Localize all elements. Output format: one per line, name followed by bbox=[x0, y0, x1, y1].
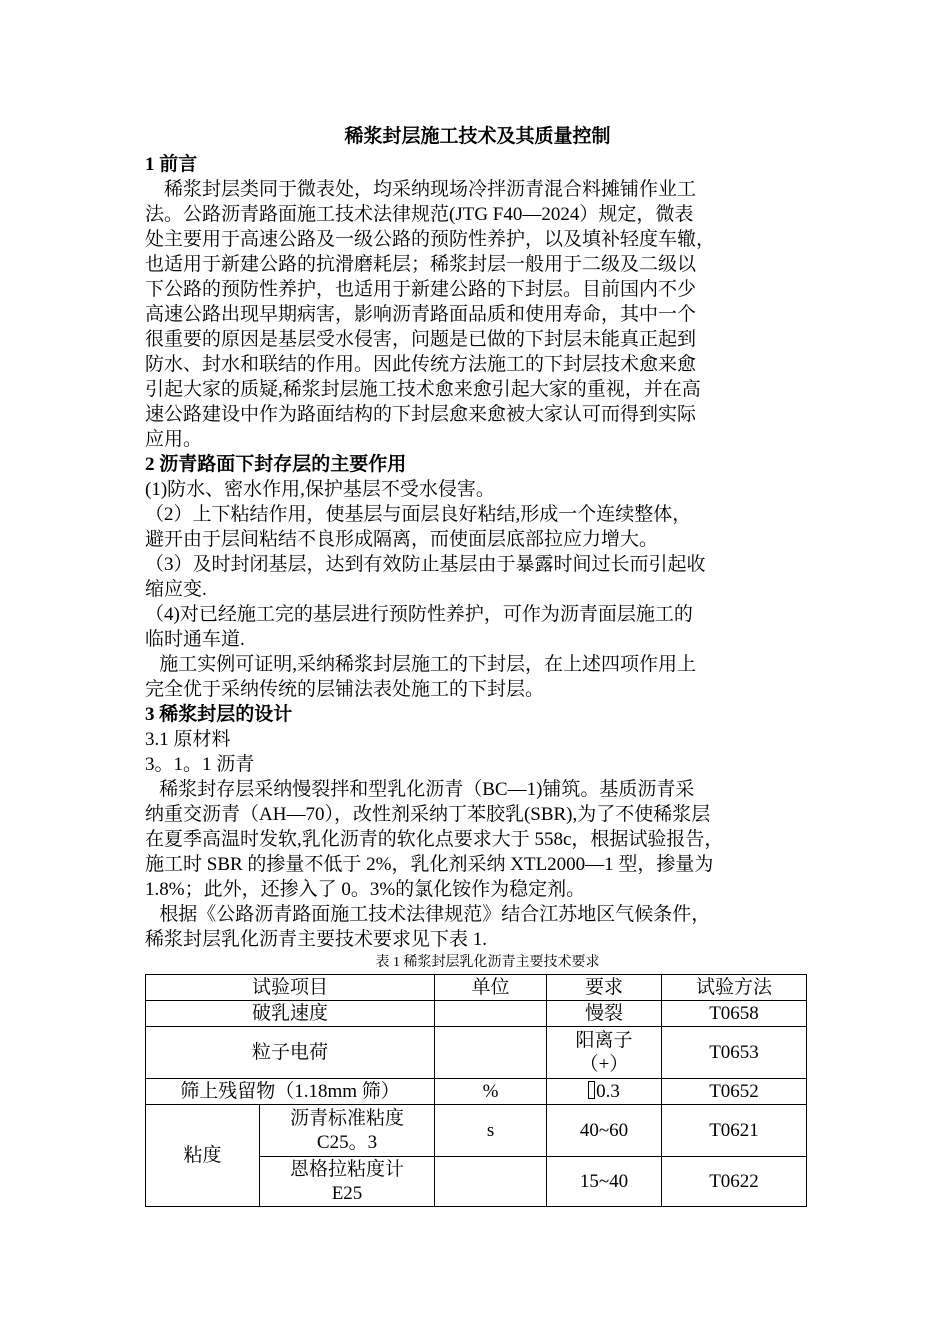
cell-subitem bbox=[260, 1157, 435, 1207]
text-line: 临时通车道. bbox=[145, 629, 245, 650]
header-method: 试验方法 bbox=[662, 975, 807, 1001]
text-line: （2）上下粘结作用，使基层与面层良好粘结,形成一个连续整体， bbox=[145, 504, 692, 525]
text-line: (1)防水、密水作用,保护基层不受水侵害。 bbox=[145, 479, 495, 500]
text-line: 引起大家的质疑,稀浆封层施工技术愈来愈引起大家的重视，并在高 bbox=[145, 379, 701, 400]
cell-method: T0658 bbox=[662, 1001, 807, 1027]
text-line: 也适用于新建公路的抗滑磨耗层；稀浆封层一般用于二级及二级以 bbox=[145, 254, 697, 275]
cell-unit: s bbox=[435, 1105, 547, 1157]
table-row bbox=[146, 1105, 807, 1157]
text-line: 防水、封水和联结的作用。因此传统方法施工的下封层技术愈来愈 bbox=[145, 354, 697, 375]
table-row bbox=[146, 1079, 807, 1105]
text-line: 稀浆封存层采纳慢裂拌和型乳化沥青（BC—1)铺筑。基质沥青采 bbox=[145, 779, 695, 800]
text-line: 完全优于采纳传统的层铺法表处施工的下封层。 bbox=[145, 679, 545, 700]
text-line: 高速公路出现早期病害，影响沥青路面品质和使用寿命，其中一个 bbox=[145, 304, 697, 325]
cell-unit bbox=[435, 1157, 547, 1207]
text-line: 施工时 SBR 的掺量不低于 2%，乳化剂采纳 XTL2000—1 型，掺量为 bbox=[145, 854, 714, 875]
cell-method: T0653 bbox=[662, 1027, 807, 1079]
text-line: 法。公路沥青路面施工技术法律规范(JTG F40—2024）规定，微表 bbox=[145, 204, 694, 225]
cell-unit bbox=[435, 1001, 547, 1027]
text-line: 缩应变. bbox=[145, 579, 207, 600]
text-line: 避开由于层间粘结不良形成隔离，而使面层底部拉应力增大。 bbox=[145, 529, 659, 550]
text-line: 在夏季高温时发软,乳化沥青的软化点要求大于 558c，根据试验报告， bbox=[145, 829, 724, 850]
table-row bbox=[146, 1027, 807, 1079]
cell-unit bbox=[435, 1027, 547, 1079]
cell-requirement bbox=[547, 1079, 662, 1105]
text-line: 下公路的预防性养护，也适用于新建公路的下封层。目前国内不少 bbox=[145, 279, 697, 300]
text-line: 应用。 bbox=[145, 429, 203, 450]
section-3-heading: 3 稀浆封层的设计 bbox=[145, 704, 293, 725]
missing-glyph-icon bbox=[588, 1081, 595, 1099]
cell-method: T0652 bbox=[662, 1079, 807, 1105]
section-2-heading: 2 沥青路面下封存层的主要作用 bbox=[145, 454, 407, 475]
cell-subitem-line: 沥青标准粘度 bbox=[290, 1107, 405, 1129]
text-line: 处主要用于高速公路及一级公路的预防性养护，以及填补轻度车辙， bbox=[145, 229, 716, 250]
text-line: 稀浆封层乳化沥青主要技术要求见下表 1. bbox=[145, 929, 488, 950]
table-header-row bbox=[146, 975, 807, 1001]
cell-unit: % bbox=[435, 1079, 547, 1105]
cell-item: 筛上残留物（1.18mm 筛） bbox=[146, 1079, 435, 1105]
cell-requirement-line: （+） bbox=[579, 1053, 629, 1075]
header-unit: 单位 bbox=[435, 975, 547, 1001]
cell-subitem-line: C25。3 bbox=[316, 1131, 378, 1153]
cell-subitem-line: 恩格拉粘度计 bbox=[290, 1158, 405, 1180]
section-2-paragraph bbox=[145, 477, 810, 702]
text-line: 1.8%；此外，还掺入了 0。3%的氯化铵作为稳定剂。 bbox=[145, 879, 586, 900]
text-line: 纳重交沥青（AH—70），改性剂采纳丁苯胶乳(SBR),为了不使稀浆层 bbox=[145, 804, 711, 825]
table-caption: 表 1 稀浆封层乳化沥青主要技术要求 bbox=[375, 955, 600, 970]
header-requirement: 要求 bbox=[547, 975, 662, 1001]
section-1-heading: 1 前言 bbox=[145, 154, 198, 175]
text-line: 速公路建设中作为路面结构的下封层愈来愈被大家认可而得到实际 bbox=[145, 404, 697, 425]
cell-requirement-line: 阳离子 bbox=[575, 1029, 633, 1051]
section-1-paragraph bbox=[145, 177, 810, 452]
cell-group-viscosity: 粘度 bbox=[146, 1105, 260, 1207]
cell-requirement: 15~40 bbox=[547, 1157, 662, 1207]
spec-table bbox=[145, 974, 807, 1207]
table-row bbox=[146, 1001, 807, 1027]
page-title: 稀浆封层施工技术及其质量控制 bbox=[344, 126, 611, 147]
cell-requirement bbox=[547, 1027, 662, 1079]
text-line: 很重要的原因是基层受水侵害，问题是已做的下封层未能真正起到 bbox=[145, 329, 697, 350]
section-3-paragraph bbox=[145, 777, 810, 952]
cell-requirement-value: 0.3 bbox=[596, 1080, 620, 1102]
cell-requirement: 慢裂 bbox=[547, 1001, 662, 1027]
text-line: 施工实例可证明,采纳稀浆封层施工的下封层，在上述四项作用上 bbox=[145, 654, 697, 675]
cell-subitem-line: E25 bbox=[331, 1182, 363, 1204]
header-item: 试验项目 bbox=[146, 975, 435, 1001]
text-line: （4)对已经施工完的基层进行预防性养护，可作为沥青面层施工的 bbox=[145, 604, 693, 625]
cell-method: T0622 bbox=[662, 1157, 807, 1207]
text-line: 根据《公路沥青路面施工技术法律规范》结合江苏地区气候条件， bbox=[145, 904, 711, 925]
cell-item: 破乳速度 bbox=[146, 1001, 435, 1027]
cell-subitem bbox=[260, 1105, 435, 1157]
text-line: （3）及时封闭基层，达到有效防止基层由于暴露时间过长而引起收 bbox=[145, 554, 706, 575]
subsection-3-1-1-heading: 3。1。1 沥青 bbox=[145, 754, 255, 775]
subsection-3-1-heading: 3.1 原材料 bbox=[145, 729, 231, 750]
cell-item: 粒子电荷 bbox=[146, 1027, 435, 1079]
cell-requirement: 40~60 bbox=[547, 1105, 662, 1157]
cell-method: T0621 bbox=[662, 1105, 807, 1157]
document-body bbox=[145, 122, 810, 1207]
text-line: 稀浆封层类同于微表处，均采纳现场冷拌沥青混合料摊铺作业工 bbox=[145, 179, 697, 200]
